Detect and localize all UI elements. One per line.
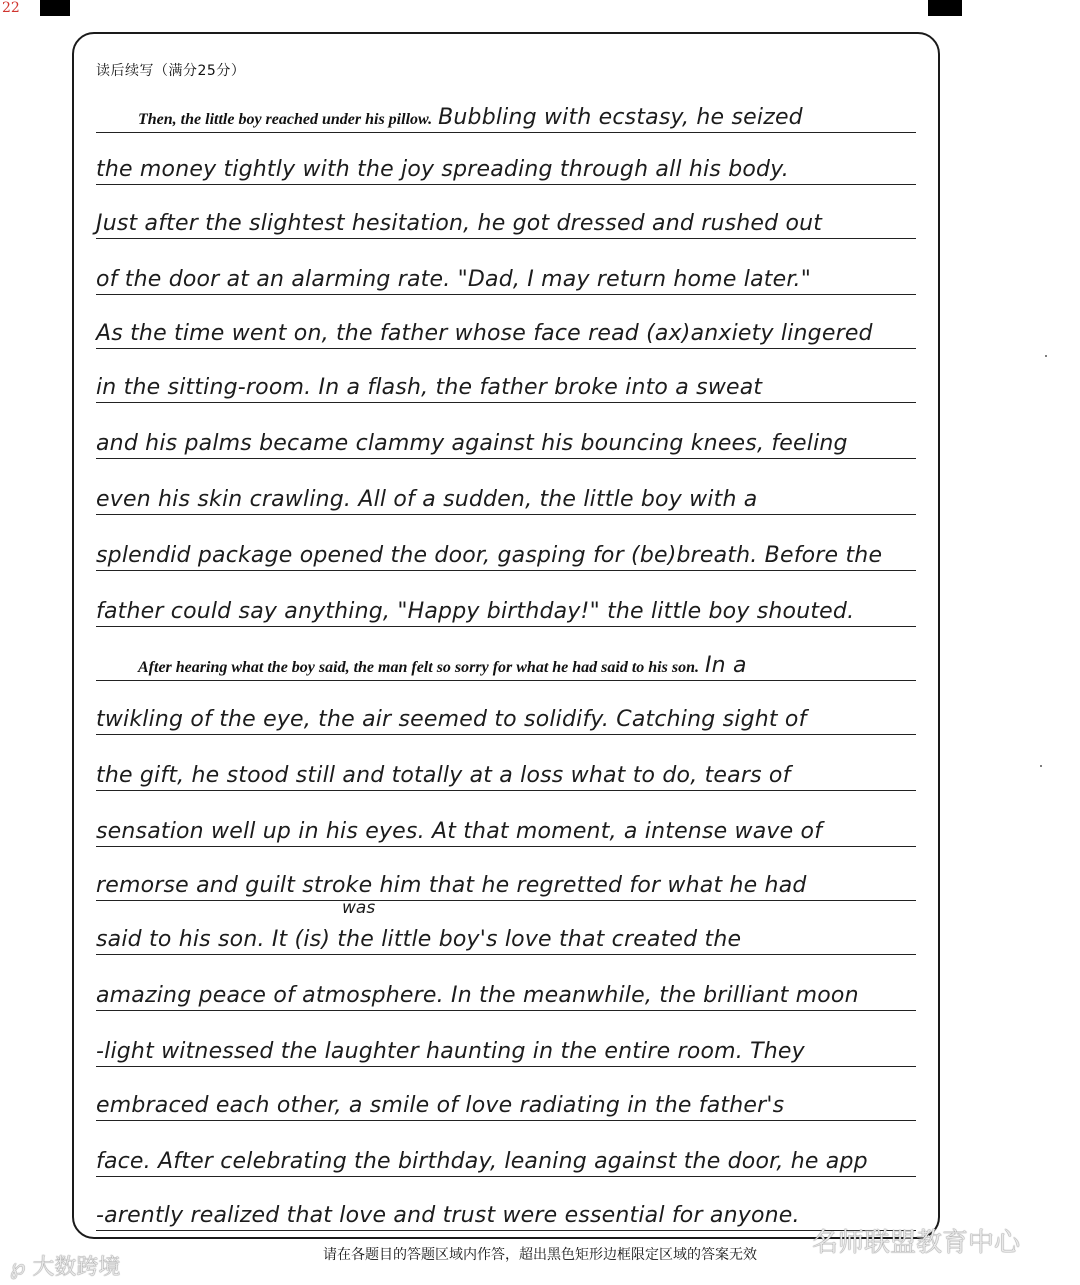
footer-note: 请在各题目的答题区域内作答，超出黑色矩形边框限定区域的答案无效 — [323, 1247, 757, 1263]
handwritten-text: even his skin crawling. All of a sudden, the little boy with a — [96, 487, 758, 512]
handwritten-text: twikling of the eye, the air seemed to solidify. Catching sight of — [96, 707, 807, 732]
scan-speck — [1045, 355, 1047, 357]
handwritten-text: In a — [704, 653, 747, 678]
watermark-left: ℘ 大数跨境 — [10, 1255, 121, 1280]
handwritten-text: embraced each other, a smile of love radiating in the father's — [96, 1093, 785, 1118]
page-number: 22 — [2, 0, 20, 16]
handwritten-text: the gift, he stood still and totally at a loss what to do, tears of — [96, 763, 791, 788]
answer-line — [96, 586, 916, 627]
answer-line — [96, 1026, 916, 1067]
handwritten-text: and his palms became clammy against his bouncing knees, feeling — [96, 431, 848, 456]
handwritten-text: remorse and guilt stroke him that he regretted for what he had — [96, 873, 807, 898]
answer-line — [96, 694, 916, 735]
answer-line — [96, 640, 916, 681]
answer-line — [96, 914, 916, 955]
answer-line — [96, 1190, 916, 1231]
answer-line — [96, 254, 916, 295]
answer-line — [96, 308, 916, 349]
handwritten-text: in the sitting-room. In a flash, the father broke into a sweat — [96, 375, 763, 400]
handwritten-text: the money tightly with the joy spreading through all his body. — [96, 157, 789, 182]
handwritten-text: splendid package opened the door, gasping for (be)breath. Before the — [96, 543, 883, 568]
handwritten-text: Just after the slightest hesitation, he got dressed and rushed out — [96, 211, 823, 236]
answer-line — [96, 198, 916, 239]
answer-line — [96, 92, 916, 133]
answer-line — [96, 418, 916, 459]
registration-mark-right — [928, 0, 962, 16]
scan-speck — [1040, 765, 1042, 767]
answer-line — [96, 970, 916, 1011]
handwritten-text: face. After celebrating the birthday, leaning against the door, he app — [96, 1149, 868, 1174]
registration-mark-left — [40, 0, 70, 16]
handwritten-insertion: was — [342, 898, 376, 918]
answer-line — [96, 362, 916, 403]
answer-line-text — [96, 105, 916, 130]
answer-line — [96, 144, 916, 185]
handwritten-text: of the door at an alarming rate. "Dad, I may return home later." — [96, 267, 812, 292]
answer-line — [96, 474, 916, 515]
handwritten-text: -light witnessed the laughter haunting in the entire room. They — [96, 1039, 805, 1064]
handwritten-text: said to his son. It (is) the little boy's love that created the — [96, 927, 742, 952]
handwritten-text: As the time went on, the father whose face read (ax)anxiety lingered — [96, 321, 873, 346]
handwritten-text: father could say anything, "Happy birthday!" the little boy shouted. — [96, 599, 855, 624]
answer-line — [96, 1136, 916, 1177]
watermark-right: 名师联盟教育中心 — [812, 1228, 1021, 1258]
answer-line-text — [96, 653, 916, 678]
handwritten-text: amazing peace of atmosphere. In the meanwhile, the brilliant moon — [96, 983, 859, 1008]
answer-line — [96, 860, 916, 901]
answer-line — [96, 806, 916, 847]
answer-line — [96, 750, 916, 791]
handwritten-text: Bubbling with ecstasy, he seized — [438, 105, 803, 130]
section-title: 读后续写（满分25分） — [96, 63, 246, 79]
paragraph2-prompt: After hearing what the boy said, the man felt so sorry for what he had said to his son. — [138, 659, 699, 676]
paragraph1-prompt: Then, the little boy reached under his pillow. — [138, 111, 433, 128]
handwritten-text: -arently realized that love and trust were essential for anyone. — [96, 1203, 800, 1228]
answer-line — [96, 530, 916, 571]
answer-line — [96, 1080, 916, 1121]
handwritten-text: sensation well up in his eyes. At that moment, a intense wave of — [96, 819, 823, 844]
